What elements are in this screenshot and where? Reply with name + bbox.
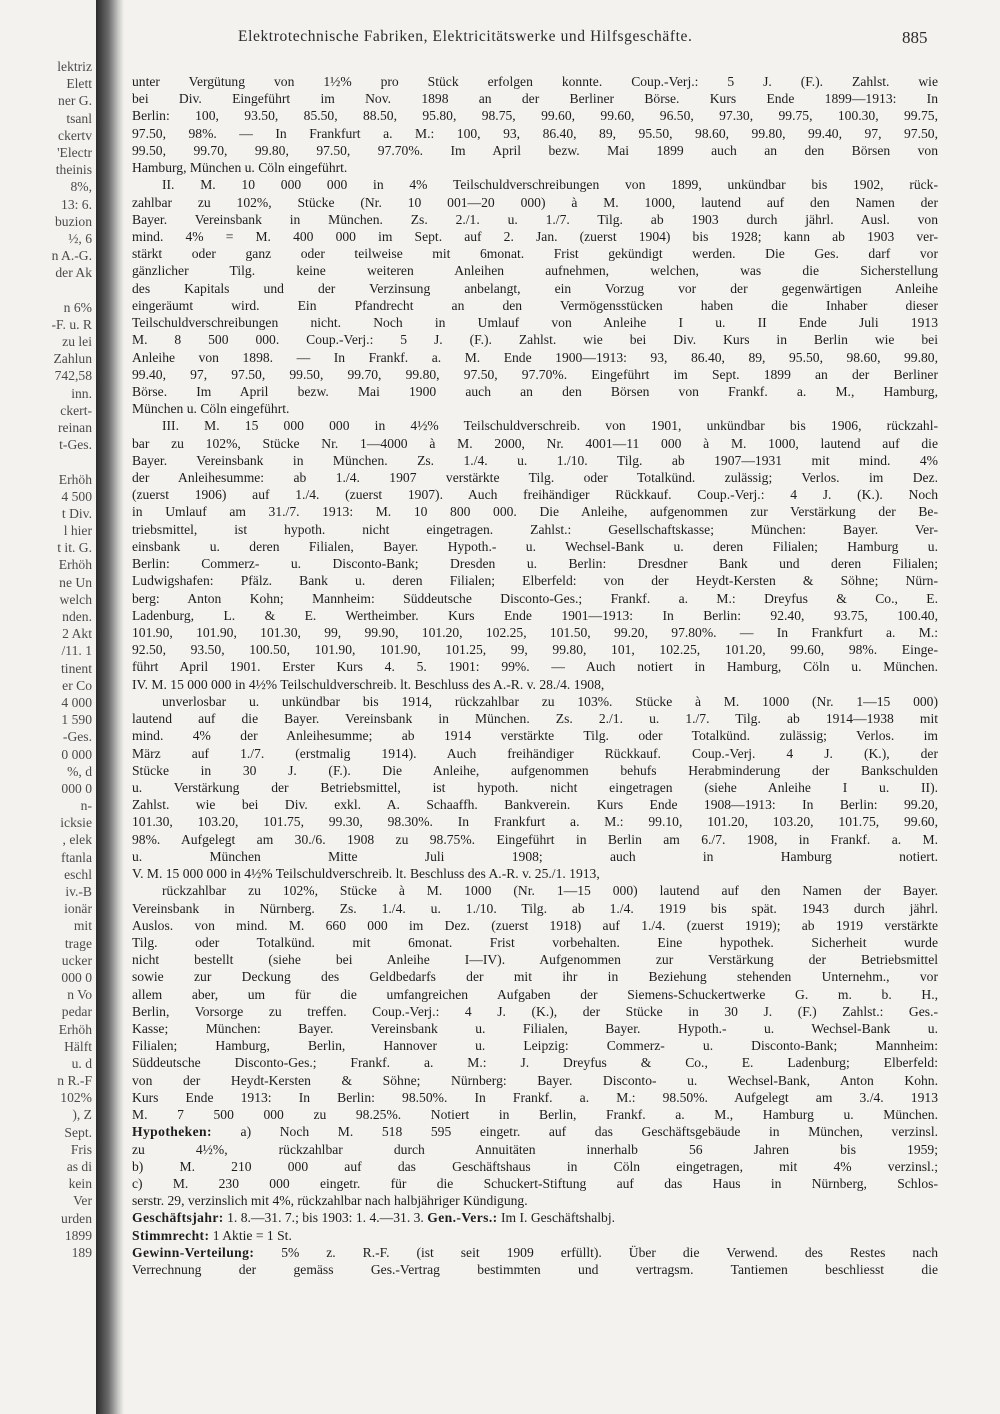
margin-fragment: 000 0: [61, 969, 92, 985]
margin-fragment: reinan: [58, 419, 92, 435]
text-line: bar zu 102%, Stücke Nr. 1—4000 à M. 2000, Nr. 4001—11 000 à M. 1000, lautend auf die: [132, 435, 938, 451]
text-line: Ludwigshafen: Pfälz. Bank u. deren Filialen; Elberfeld: von der Heydt-Kersten & Söhne; Nürn-: [132, 573, 938, 589]
text-line: eingeräumt wird. Ein Pfandrecht an den Vermögensstücken haben die Inhaber dieser: [132, 297, 938, 313]
margin-fragment: ½, 6: [68, 230, 92, 246]
bond-section: [132, 73, 938, 1123]
margin-fragment: Zahlun: [53, 351, 92, 367]
book-binding-shadow: [96, 0, 124, 1414]
margin-fragment: Erhöh: [58, 1021, 92, 1037]
margin-fragment: 13: 6.: [61, 196, 92, 212]
margin-fragment: 189: [71, 1244, 92, 1260]
margin-fragment: urden: [61, 1210, 92, 1226]
margin-fragment: -F. u. R: [51, 316, 92, 332]
text-line: M. 8 500 000. Coup.-Verj.: 5 J. (F.). Zahlst. wie bei Div. Kurs in Berlin wie bei: [132, 332, 938, 348]
margin-fragment: t-Ges.: [59, 437, 92, 453]
text-line: sowie zur Deckung des Geldbedarfs der mit ihr in Beziehung stehenden Unternehm., vor: [132, 969, 938, 985]
section-label-gewinn-verteilung: Gewinn-Verteilung:: [132, 1244, 255, 1260]
margin-fragment: Ver: [73, 1193, 92, 1209]
text-line: rückzahlbar zu 102%, Stücke à M. 1000 (Nr. 1—15 000) lautend auf den Namen der Bayer.: [162, 883, 938, 899]
margin-fragment: [0, 453, 94, 470]
gewinn-value: 5% z. R.-F. (ist seit 1909 erfüllt). Über die Verwend. des Restes nach: [281, 1244, 938, 1260]
text-line: III. M. 15 000 000 in 4½% Teilschuldverschreib. von 1901, unkündbar bis 1906, rückzahl-: [162, 418, 938, 434]
margin-fragment: ckertv: [58, 127, 92, 143]
margin-fragment: Hälft: [64, 1038, 92, 1054]
margin-fragment: -Ges.: [62, 729, 92, 745]
text-line: nicht bestellt (siehe bei Anleihe I—IV). Aufgenommen zur Verstärkung der Betriebsmittel: [132, 952, 938, 968]
text-line: zahlbar zu 102%, Stücke (Nr. 10 001—20 000) à M. 1000, lautend auf den Namen der: [132, 194, 938, 210]
text-line: Hamburg, München u. Cöln eingeführt.: [132, 160, 348, 176]
text-line: Berlin: Commerz- u. Disconto-Bank; Dresden u. Berlin: Dresdner Bank und deren Filialen;: [132, 556, 938, 572]
margin-fragment: as di: [66, 1159, 92, 1174]
text-line: Ladenburg, L. & E. Wertheimber. Kurs Ende 1901—1913: In Berlin: 92.40, 93.75, 100.40,: [132, 607, 938, 623]
text-line: 99.50, 99.70, 99.80, 97.50, 97.70%. Im April bezw. Mai 1899 auch an den Börsen von: [132, 142, 938, 158]
text-line: des Kapitals und der Verzinsung anbelangt, ein Vorzug vor der gegenwärtigen Anleihe: [132, 280, 938, 296]
margin-fragment: 4 500: [61, 488, 92, 504]
section-label-geschaeftsjahr: Geschäftsjahr:: [132, 1210, 224, 1226]
text-line: II. M. 10 000 000 in 4% Teilschuldverschreibungen von 1899, unkündbar bis 1902, rück-: [162, 177, 938, 193]
text-line: einsbank u. deren Filialen, Bayer. Hypoth.- u. Wechsel-Bank u. deren Filialen; Hamburg u.: [132, 538, 938, 554]
margin-fragment: inn.: [71, 385, 92, 401]
text-line: 101.30, 103.20, 101.75, 99.30, 98.30%. In Frankfurt a. M.: 99.10, 101.20, 103.20, 101.75, 99.60,: [132, 814, 938, 830]
margin-fragment: /11. 1: [61, 643, 92, 659]
margin-fragment: der Ak: [55, 265, 92, 281]
text-line: Tilg. oder Totalkünd. mit 6monat. Frist vorbehalten. Eine hypothek. Sicherheit wurde: [132, 934, 938, 950]
margin-fragment: 102%: [60, 1090, 92, 1106]
stimmrecht-value: 1 Aktie = 1 St.: [212, 1227, 292, 1243]
text-line: [132, 1227, 938, 1244]
margin-fragment: n A.-G.: [51, 248, 92, 264]
text-line: Kurs Ende 1913: In Berlin: 98.50%. In Frankf. a. M.: 98.50%. Aufgelegt am 3./4. 1913: [132, 1089, 938, 1105]
text-line: Bayer. Vereinsbank in München. Zs. 2./1. u. 1./7. Tilg. ab 1903 durch jährl. Ausl. von: [132, 211, 938, 227]
text-line: Zahlst. wie bei Div. exkl. A. Schaaffh. Bankverein. Kurs Ende 1908—1913: In Berlin: 99.20,: [132, 797, 938, 813]
text-line: Süddeutsche Disconto-Ges.; Frankf. a. M.: J. Dreyfus & Co., E. Ladenburg; Elberfeld:: [132, 1055, 938, 1071]
margin-fragment: iv.-B: [65, 884, 92, 899]
margin-fragment: Fris: [70, 1141, 92, 1157]
margin-fragment: 4 000: [61, 694, 92, 710]
text-line: der Anleihesumme: ab 1./4. 1907 verstärkte Tilg. oder Totalkünd. zulässig; Verlos. im Dez.: [132, 470, 938, 486]
text-line: V. M. 15 000 000 in 4½% Teilschuldverschreib. lt. Beschluss des A.-R. v. 25./1. 1913,: [132, 866, 600, 882]
margin-fragment: t it. G.: [57, 540, 92, 556]
text-line: Teilschuldverschreibungen nicht. Noch in Umlauf von Anleihe I u. II Ende Juli 1913: [132, 315, 938, 331]
margin-fragment: ), Z: [72, 1107, 92, 1123]
text-line: berg: Anton Kohn; Mannheim: Süddeutsche Disconto-Ges.; Frankf. a. M.: Dreyfus & Co., E.: [132, 590, 938, 606]
margin-fragment: ftanla: [61, 849, 92, 865]
margin-fragment: ionär: [64, 901, 92, 917]
text-line: von der Heydt-Kersten & Söhne; Nürnberg: Bayer. Disconto- u. Wechsel-Bank, Anton Kohn.: [132, 1072, 938, 1088]
margin-fragment: eschl: [64, 866, 92, 882]
margin-fragment: ucker: [61, 952, 92, 968]
text-line: Stücke in 30 J. (F.). Die Anleihe, aufgenommen behufs Herabminderung der Bankschulden: [132, 762, 938, 778]
margin-fragment: welch: [59, 591, 92, 607]
margin-fragment: , elek: [62, 832, 92, 848]
margin-fragment: Erhöh: [58, 471, 92, 487]
text-line: (zuerst 1906) auf 1./4. (zuerst 1907). Auch freihändiger Rückkauf. Coup.-Verj.: 4 J. (K.). Noch: [132, 487, 938, 503]
text-line: [132, 1209, 938, 1226]
text-line: Bayer. Vereinsbank in München. Zs. 1./4. u. 1./10. Tilg. ab 1907—1931 mit mind. 4%: [132, 452, 938, 468]
text-line: München u. Cöln eingeführt.: [132, 401, 290, 417]
margin-fragment: 1899: [64, 1227, 92, 1243]
margin-fragment: u. d: [71, 1055, 92, 1071]
text-line: Berlin: 100, 93.50, 85.50, 88.50, 95.80, 98.75, 99.60, 99.60, 96.50, 97.30, 99.75, 100.30, 99.75,: [132, 108, 938, 124]
text-line: unverlosbar u. unkündbar bis 1914, rückzahlbar zu 103%. Stücke à M. 1000 (Nr. 1—15 000): [162, 693, 938, 709]
margin-fragment: buzion: [55, 213, 92, 229]
margin-fragment: ckert-: [60, 402, 92, 418]
text-line: IV. M. 15 000 000 in 4½% Teilschuldverschreib. lt. Beschluss des A.-R. v. 28./4. 1908,: [132, 676, 605, 692]
running-header: Elektrotechnische Fabriken, Elektricitätswerke und Hilfsgeschäfte.: [238, 28, 693, 45]
text-line: zu 4½%, rückzahlbar durch Annuitäten innerhalb 56 Jahren bis 1959;: [132, 1141, 938, 1157]
margin-fragment: kein: [68, 1176, 92, 1192]
text-line: mind. 4% der Anleihesumme; ab 1914 verstärkte Tilg. oder Totalkünd. zulässig; Verlos. im: [132, 728, 938, 744]
margin-fragment: er Co: [62, 677, 92, 693]
margin-fragment: Erhöh: [58, 557, 92, 573]
text-line: b) M. 210 000 auf das Geschäftshaus in Cöln eingetragen, mit 4% verzinsl.;: [132, 1158, 938, 1174]
text-line: Kasse; München: Bayer. Vereinsbank u. Filialen, Bayer. Hypoth.- u. Wechsel-Bank u.: [132, 1021, 938, 1037]
text-line: März auf 1./7. (erstmalig 1914). Auch freihändiger Rückkauf. Coup.-Verj. 4 J. (K.), der: [132, 745, 938, 761]
text-line: Filialen; Hamburg, Berlin, Hannover u. Leipzig: Commerz- u. Disconto-Bank; Mannheim:: [132, 1038, 938, 1054]
margin-fragment: theinis: [55, 162, 92, 178]
text-line: serstr. 29, verzinslich mit 4%, rückzahlbar nach halbjähriger Kündigung.: [132, 1193, 528, 1209]
text-line: [132, 1123, 938, 1140]
text-line: u. München Mitte Juli 1908; auch in Hamburg notiert.: [132, 848, 938, 864]
section-label-hypotheken: Hypotheken:: [132, 1124, 212, 1140]
gen-vers-value: Im I. Geschäftshalbj.: [501, 1210, 616, 1226]
margin-fragment: l hier: [63, 523, 92, 539]
text-line: stärkt oder ganz oder teilweise mit 6monat. Frist gekündigt werden. Die Ges. darf vor: [132, 246, 938, 262]
text-line: bei Div. Eingeführt im Nov. 1898 an der Berliner Börse. Kurs Ende 1899—1913: In: [132, 91, 938, 107]
text-line: u. Verstärkung der Betriebsmittel, ist hypoth. nicht eingetragen (siehe Anleihe I u. II).: [132, 779, 938, 795]
margin-fragment: t Div.: [61, 505, 92, 521]
margin-fragment: pedar: [61, 1004, 92, 1020]
text-line: Anleihe von 1898. — In Frankf. a. M. Ende 1900—1913: 93, 86.40, 89, 95.50, 98.60, 99.80,: [132, 349, 938, 365]
margin-fragment: tinent: [61, 660, 92, 676]
margin-fragment: n-: [80, 798, 92, 814]
text-line: c) M. 230 000 eingetr. für die Schuckert-Stiftung auf das Haus in Nürnberg, Schlos-: [132, 1176, 938, 1191]
section-label-gen-vers: Gen.-Vers.:: [427, 1210, 498, 1226]
text-line: unter Vergütung von 1½% pro Stück erfolgen konnte. Coup.-Verj.: 5 J. (F.). Zahlst. wie: [132, 74, 938, 89]
margin-fragment: 'Electr: [57, 144, 92, 160]
text-line: führt April 1901. Erster Kurs 4. 5. 1901: 99%. — Auch notiert in Hamburg, Cöln u. München.: [132, 659, 938, 675]
margin-fragment: n Vo: [67, 987, 92, 1003]
text-line: 98%. Aufgelegt am 30./6. 1908 zu 98.75%. Eingeführt in Berlin am 6./7. 1908, in Frankf. a. M.: [132, 831, 938, 847]
margin-fragment: trage: [64, 935, 92, 951]
margin-fragment: Elett: [66, 76, 92, 92]
text-line: Verrechnung der gemäss Ges.-Vertrag bestimmten und vertragsm. Tantiemen beschliesst die: [132, 1262, 938, 1278]
text-line: Berlin, Vorsorge zu treffen. Coup.-Verj.: 4 J. (K.), der Stücke in 30 J. (F.) Zahlst.: Ges.-: [132, 1003, 938, 1019]
margin-fragment: 000 0: [61, 780, 92, 796]
text-line: lautend auf die Bayer. Vereinsbank in München. Zs. 2./1. u. 1./7. Tilg. ab 1914—1938 mit: [132, 711, 938, 727]
margin-fragment: [0, 281, 94, 298]
geschaeftsjahr-value: 1. 8.—31. 7.; bis 1903: 1. 4.—31. 3.: [227, 1210, 424, 1226]
margin-fragment: ne Un: [59, 574, 92, 590]
text-line: triebsmittel, ist hypoth. nicht eingetragen. Zahlst.: Gesellschaftskasse; München: Bayer. Ver-: [132, 521, 938, 537]
text-line: 101.90, 101.90, 101.30, 99, 99.90, 101.20, 102.25, 101.50, 99.20, 97.80%. — In Frankfurt a. M.:: [132, 625, 938, 640]
margin-fragment: icksie: [60, 815, 92, 831]
margin-fragment: n 6%: [63, 299, 92, 315]
text-line: 92.50, 93.50, 100.50, 101.90, 101.90, 101.25, 99, 99.80, 101, 102.25, 101.20, 99.60, 98%. Einge-: [132, 642, 938, 658]
text-line: 97.50, 98%. — In Frankfurt a. M.: 100, 93, 86.40, 89, 95.50, 98.60, 99.80, 99.40, 97, 97.50,: [132, 125, 938, 141]
margin-fragment: nden.: [62, 609, 92, 624]
text-line: [132, 1244, 938, 1261]
page-number: 885: [902, 28, 928, 47]
section-label-stimmrecht: Stimmrecht:: [132, 1227, 210, 1243]
text-line: Auslos. von mind. M. 660 000 im Dez. (zuerst 1918) auf 1./4. (zuerst 1919); ab 1919 verstärkte: [132, 917, 938, 933]
margin-fragment: 8%,: [70, 179, 92, 195]
margin-fragment: 2 Akt: [62, 626, 92, 642]
margin-fragment: n R.-F: [57, 1073, 92, 1089]
text-line: Börse. Im April bezw. Mai 1900 auch an den Börsen von Frankf. a. M., Hamburg,: [132, 383, 938, 399]
margin-fragment: mit: [73, 918, 92, 934]
margin-fragment: ner G.: [58, 93, 92, 109]
margin-fragment: 742,58: [54, 368, 92, 384]
margin-fragment: zu lei: [62, 334, 92, 349]
margin-fragment: Sept.: [64, 1124, 92, 1140]
margin-fragment: tsanl: [66, 110, 92, 126]
facing-page-margin: [0, 58, 94, 1398]
margin-fragment: 1 590: [61, 712, 92, 728]
hypotheken-line: a) Noch M. 518 595 eingetr. auf das Geschäftsgebäude in München, verzinsl.: [240, 1124, 938, 1140]
text-line: Vereinsbank in Nürnberg. Zs. 1./4. u. 1./10. Tilg. ab 1./4. 1919 bis spät. 1943 durch jährl.: [132, 900, 938, 916]
text-line: M. 7 500 000 zu 98.25%. Notiert in Berlin, Frankf. a. M., Hamburg u. München.: [132, 1107, 938, 1123]
text-line: 99.40, 97, 97.50, 99.50, 99.70, 99.80, 97.50, 97.70%. Eingeführt im Sept. 1899 an der Berliner: [132, 366, 938, 382]
text-line: in Umlauf am 31./7. 1913: M. 10 800 000. Die Anleihe, aufgenommen zur Verstärkung der Be-: [132, 504, 938, 520]
text-line: allem aber, um für die umfangreichen Aufgaben der Siemens-Schuckertwerke G. m. b. H.,: [132, 986, 938, 1002]
page-body: [132, 73, 938, 1278]
text-line: mind. 4% = M. 400 000 im Sept. auf 2. Jan. (zuerst 1904) bis 1928; kann ab 1903 ver-: [132, 228, 938, 244]
margin-fragment: lektriz: [57, 59, 92, 74]
margin-fragment: 0 000: [61, 746, 92, 762]
margin-fragment: %, d: [67, 763, 92, 779]
text-line: gänzlicher Tilg. keine weiteren Anleihen aufnehmen, welchen, was die Sicherstellung: [132, 263, 938, 279]
